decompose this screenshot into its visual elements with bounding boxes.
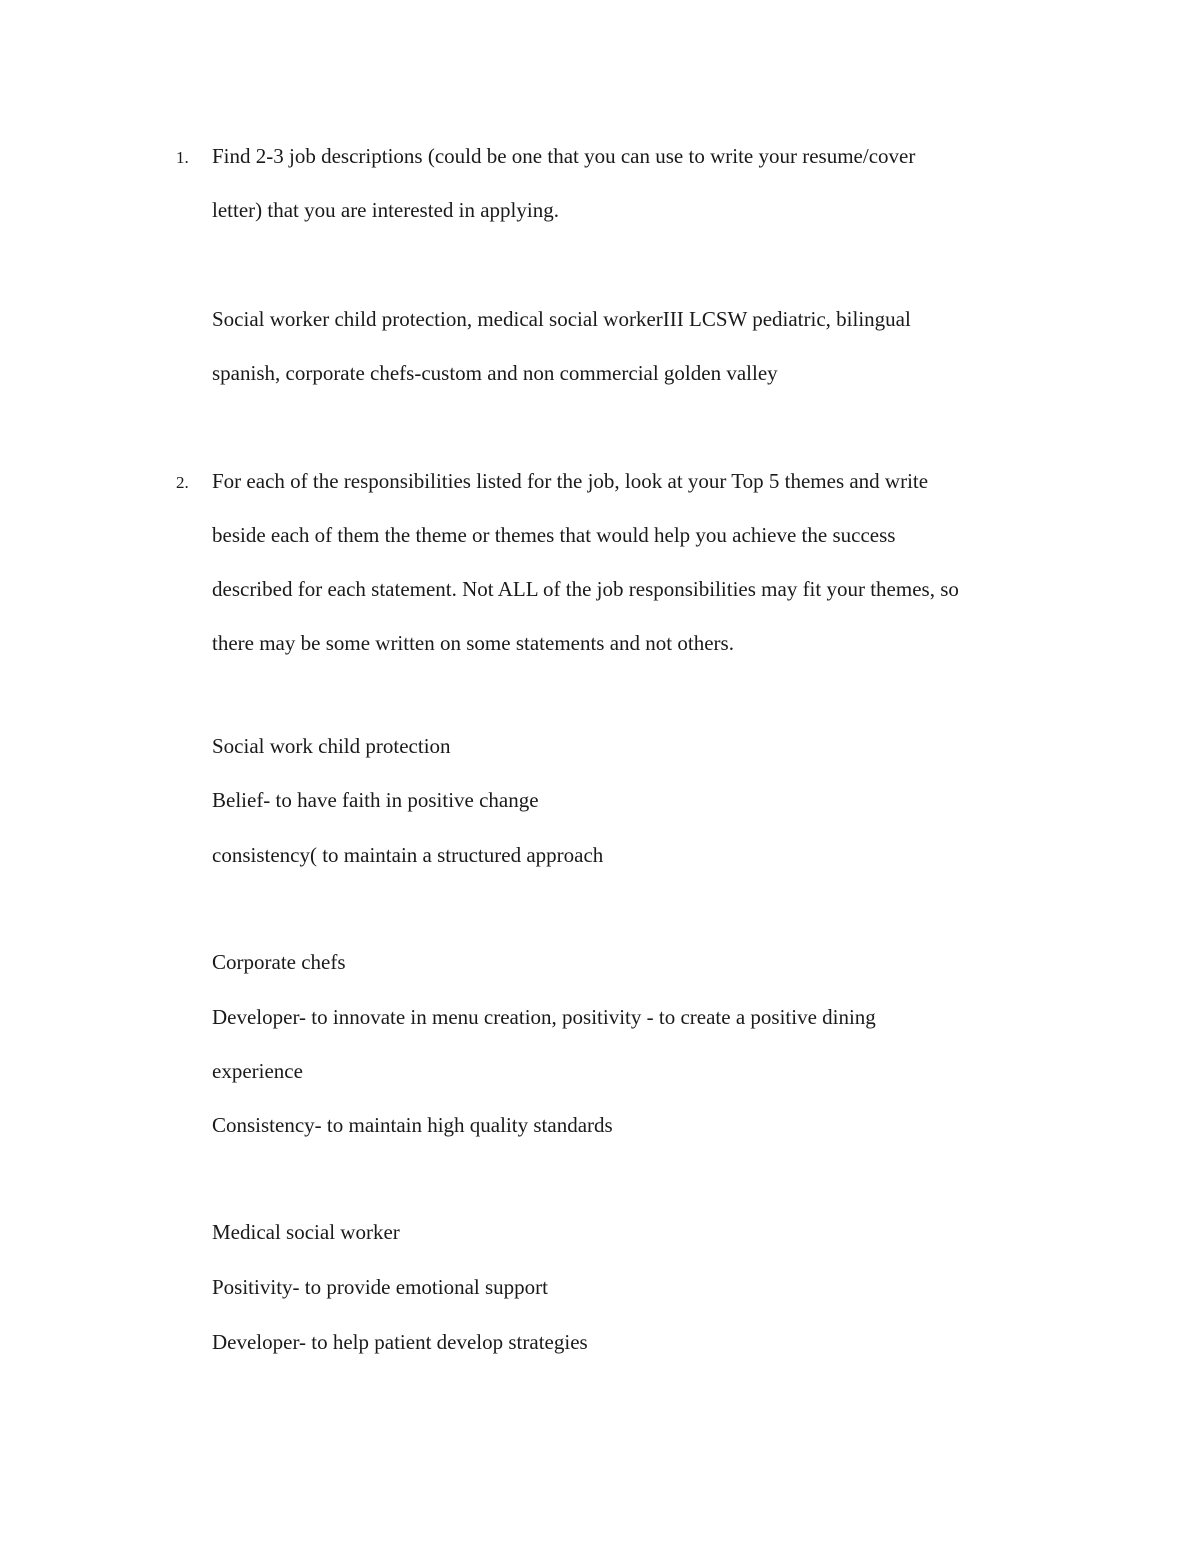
- section-title-corporate-chefs: Corporate chefs: [212, 950, 346, 974]
- item1-answer-line-2: spanish, corporate chefs-custom and non commercial golden valley: [212, 361, 778, 385]
- item1-line-2: letter) that you are interested in applying.: [212, 198, 559, 222]
- section-medical-line-1: Positivity- to provide emotional support: [212, 1275, 548, 1299]
- list-number-2: 2.: [176, 473, 189, 492]
- item2-line-2: beside each of them the theme or themes that would help you achieve the success: [212, 523, 896, 547]
- item1-answer-line-1: Social worker child protection, medical social workerIII LCSW pediatric, bilingual: [212, 307, 911, 331]
- section-corporate-chefs-line-3: Consistency- to maintain high quality standards: [212, 1113, 613, 1137]
- item2-line-1: For each of the responsibilities listed for the job, look at your Top 5 themes and write: [212, 469, 929, 493]
- section-social-work-line-1: Belief- to have faith in positive change: [212, 788, 539, 812]
- section-title-social-work: Social work child protection: [212, 734, 451, 758]
- item1-line-1: Find 2-3 job descriptions (could be one that you can use to write your resume/cover: [212, 144, 916, 168]
- item2-line-4: there may be some written on some statements and not others.: [212, 631, 734, 655]
- section-social-work-line-2: consistency( to maintain a structured approach: [212, 843, 604, 867]
- item2-line-3: described for each statement. Not ALL of the job responsibilities may fit your themes, so: [212, 577, 959, 601]
- section-corporate-chefs-line-2: experience: [212, 1059, 303, 1083]
- list-number-1: 1.: [176, 148, 189, 167]
- section-medical-line-2: Developer- to help patient develop strategies: [212, 1330, 588, 1354]
- section-corporate-chefs-line-1: Developer- to innovate in menu creation, positivity - to create a positive dining: [212, 1005, 876, 1029]
- section-title-medical-social-worker: Medical social worker: [212, 1220, 400, 1244]
